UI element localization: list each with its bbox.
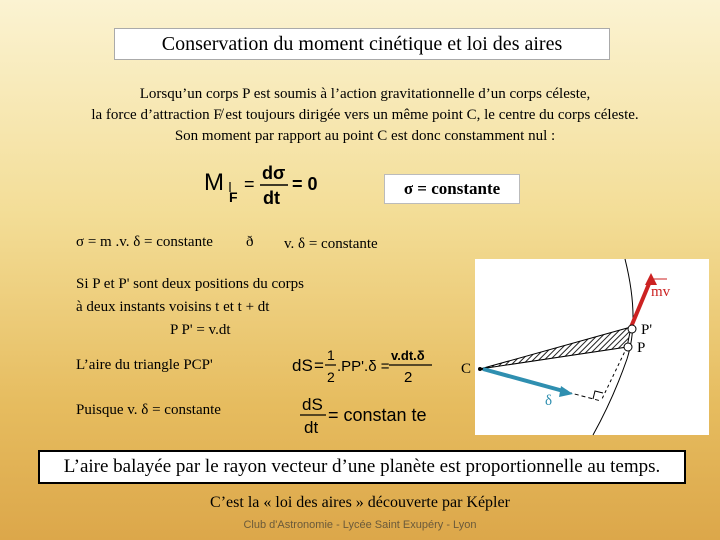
ds-dt-formula [300, 392, 460, 438]
half-numerator: 1 [327, 347, 335, 363]
moment-equals: = [244, 174, 255, 194]
triangle-area-label: L’aire du triangle PCP' [76, 357, 213, 373]
ds-rhs: = constan te [328, 405, 427, 425]
area-pp: .PP'.δ = [337, 358, 390, 375]
moment-symbol: M [204, 169, 224, 196]
label-delta: δ [545, 393, 553, 409]
moment-subscript: F [229, 189, 238, 205]
intro-line-3: Son moment par rapport au point C est donc constamment nul : [174, 128, 556, 144]
label-mv: mv [651, 284, 671, 300]
intro-line-2: la force d’attraction F̸ est toujours dirigée vers un même point C, le centre du corps céleste. [91, 107, 639, 123]
since-label: Puisque v. δ = constante [76, 402, 221, 418]
area-equals: = [314, 356, 324, 375]
kepler-line: C’est la « loi des aires » découverte par Képler [210, 494, 510, 511]
velocity-vector [631, 279, 651, 327]
moment-formula [204, 160, 334, 210]
footer-credit: Club d'Astronomie - Lycée Saint Exupéry - Lyon [243, 519, 477, 531]
point-p-prime-marker [628, 325, 636, 333]
moment-denominator: dt [263, 188, 280, 208]
ds-denominator: dt [304, 418, 319, 437]
delta-arrowhead-icon [559, 386, 573, 397]
sigma-constant-box: σ = constante [384, 174, 520, 204]
orbit-diagram-svg [461, 259, 709, 435]
positions-line-2: à deux instants voisins t et t + dt [76, 299, 270, 315]
v-delta-constant: v. δ = constante [284, 236, 378, 252]
label-c: C [461, 361, 472, 377]
area-formula [292, 346, 425, 388]
orbit-diagram [461, 259, 709, 435]
area-denominator: 2 [404, 369, 413, 386]
label-p: P [637, 340, 646, 356]
area-numerator: v.dt.δ [391, 348, 425, 363]
sigma-expanded: σ = m .v. δ = constante [76, 234, 213, 250]
page-title: Conservation du moment cinétique et loi des aires [114, 28, 610, 60]
intro-line-1: Lorsqu’un corps P est soumis à l’action gravitationnelle d’un corps céleste, [139, 86, 591, 102]
point-p-marker [624, 343, 632, 351]
ds-numerator: dS [302, 395, 323, 414]
positions-line-3: P P' = v.dt [170, 322, 231, 338]
intro-paragraph [20, 84, 710, 147]
swept-area-triangle [480, 327, 631, 369]
moment-result: = 0 [292, 174, 318, 194]
law-statement: L’aire balayée par le rayon vecteur d’une planète est proportionnelle au temps. [38, 450, 686, 484]
label-p-prime: P' [641, 322, 653, 338]
delta-vector [483, 369, 567, 392]
half-denominator: 2 [327, 369, 335, 385]
area-ds: dS [292, 356, 313, 375]
right-angle-mark [593, 391, 603, 399]
implies-arrow: ð [246, 234, 254, 250]
point-c-marker [478, 367, 482, 371]
moment-numerator: dσ [262, 163, 286, 183]
positions-line-1: Si P et P' sont deux positions du corps [76, 276, 304, 292]
